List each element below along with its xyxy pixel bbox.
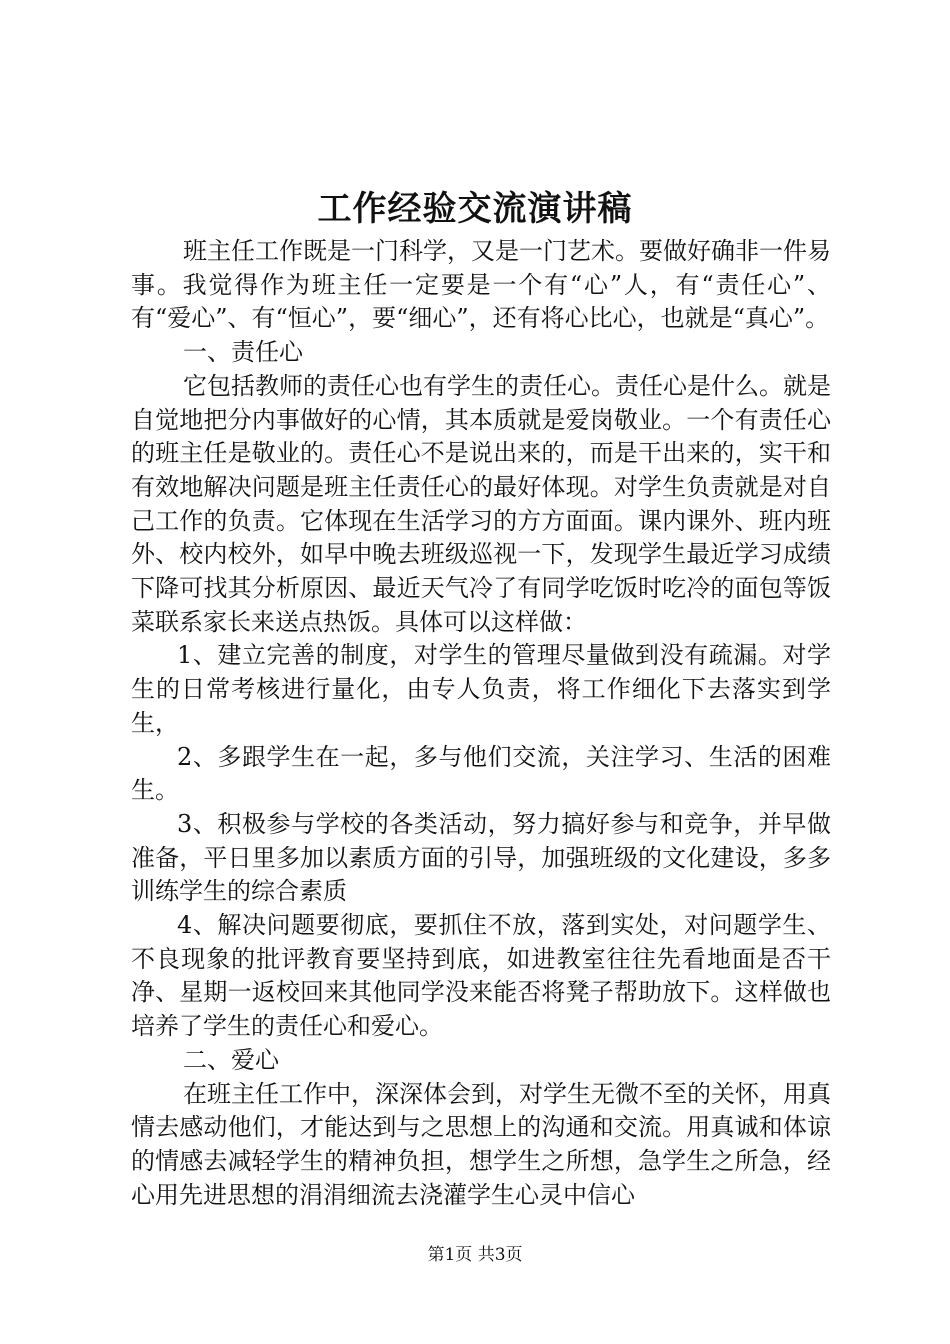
section-heading-love: 二、爱心 [183,1045,279,1074]
list-item-3: 3、积极参与学校的各类活动，努力搞好参与和竞争，并早做准备，平日里多加以素质方面的引导，加强班级的文化建设，多多训练学生的综合素质 [131,809,831,906]
list-item-4: 4、解决问题要彻底，要抓住不放，落到实处，对问题学生、不良现象的批评教育要坚持到底，如进教室往往先看地面是否干净、星期一返校回来其他同学没来能否将凳子帮助放下。这样做也培养了学生的责任心和爱心。 [131,911,831,1041]
page-indicator: 第1页 共3页 [427,1245,523,1265]
paragraph-love: 在班主任工作中，深深体会到，对学生无微不至的关怀，用真情去感动他们，才能达到与之思想上的沟通和交流。用真诚和体谅的情感去减轻学生的精神负担，想学生之所想，急学生之所急，经心用先进思想的涓涓细流去浇灌学生心灵中信心 [131,1079,831,1209]
list-item-1: 1、建立完善的制度，对学生的管理尽量做到没有疏漏。对学生的日常考核进行量化，由专人负责，将工作细化下去落实到学生， [131,641,831,737]
document-title: 工作经验交流演讲稿 [317,189,633,229]
document-body [131,235,831,1212]
list-item-2: 2、多跟学生在一起，多与他们交流，关注学习、生活的困难生。 [131,742,831,805]
paragraph-responsibility: 它包括教师的责任心也有学生的责任心。责任心是什么。就是自觉地把分内事做好的心情，其本质就是爱岗敬业。一个有责任心的班主任是敬业的。责任心不是说出来的，而是干出来的，实干和有效地解决问题是班主任责任心的最好体现。对学生负责就是对自己工作的负责。它体现在生活学习的方方面面。课内课外、班内班外、校内校外，如早中晚去班级巡视一下，发现学生最近学习成绩下降可找其分析原因、最近天气冷了有同学吃饭时吃冷的面包等饭菜联系家长来送点热饭。具体可以这样做： [131,371,831,636]
paragraph-intro: 班主任工作既是一门科学，又是一门艺术。要做好确非一件易事。我觉得作为班主任一定要是一个有“心”人，有“责任心”、有“爱心”、有“恒心”，要“细心”，还有将心比心，也就是“真心”。 [131,237,831,333]
section-heading-responsibility: 一、责任心 [183,338,303,367]
